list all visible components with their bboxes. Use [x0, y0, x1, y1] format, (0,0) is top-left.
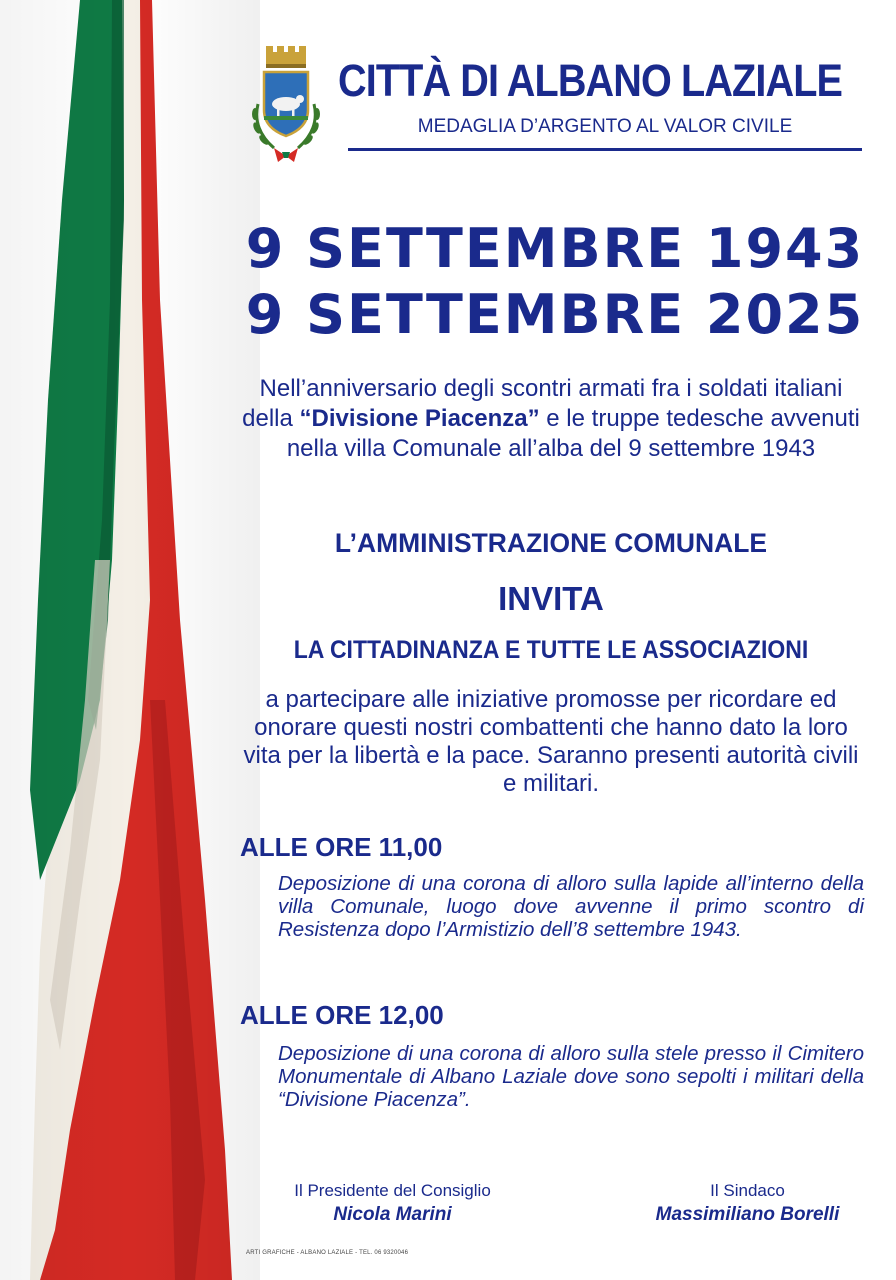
schedule-description-2: Deposizione di una corona di alloro sulla stele presso il Cimitero Monumentale di Albano Laziale dove sono sepolti i militari della “Divisione Piacenza”. [278, 1042, 864, 1111]
intro-paragraph [240, 374, 862, 464]
city-subtitle: MEDAGLIA D’ARGENTO AL VALOR CIVILE [417, 116, 793, 137]
signature-name: Massimiliano Borelli [655, 1204, 840, 1225]
intro-division-name: “Divisione Piacenza” [299, 405, 540, 432]
italian-flag-illustration [0, 0, 260, 1280]
invites-heading: INVITA [498, 580, 604, 617]
header-divider [348, 148, 862, 151]
signature-name: Nicola Marini [333, 1204, 452, 1225]
signature-president [270, 1180, 515, 1228]
signature-mayor [640, 1180, 855, 1228]
invitation-text: a partecipare alle iniziative promosse per ricordare ed onorare questi nostri combattenti che hanno dato la loro vita per la libertà e la pace. Saranno presenti autorità civili e militari. [243, 686, 859, 797]
schedule-description-1: Deposizione di una corona di alloro sulla lapide all’interno della villa Comunale, luogo dove avvenne il primo scontro di Resistenza dopo l’Armistizio dell’8 settembre 1943. [278, 872, 864, 941]
signature-role: Il Presidente del Consiglio [294, 1181, 491, 1200]
intro-text-end: e le truppe tedesche avvenuti nella villa Comunale all’alba del 9 settembre 1943 [286, 405, 860, 462]
administration-heading: L’AMMINISTRAZIONE COMUNALE [334, 528, 768, 558]
schedule-time-1: ALLE ORE 11,00 [240, 832, 443, 862]
schedule-time-2: ALLE ORE 12,00 [240, 1000, 444, 1030]
city-coat-of-arms-icon [244, 44, 328, 166]
audience-heading: LA CITTADINANZA E TUTTE LE ASSOCIAZIONI [293, 636, 809, 664]
intro-text-start: Nell’anniversario degli scontri armati fra i soldati italiani della [242, 375, 843, 432]
printer-credit: ARTI GRAFICHE - ALBANO LAZIALE - TEL. 06 9320046 [246, 1250, 409, 1256]
date-1943: 9 SETTEMBRE 1943 [245, 217, 865, 280]
signature-role: Il Sindaco [710, 1181, 785, 1200]
date-2025: 9 SETTEMBRE 2025 [245, 283, 865, 346]
city-title: CITTÀ DI ALBANO LAZIALE [338, 55, 843, 106]
